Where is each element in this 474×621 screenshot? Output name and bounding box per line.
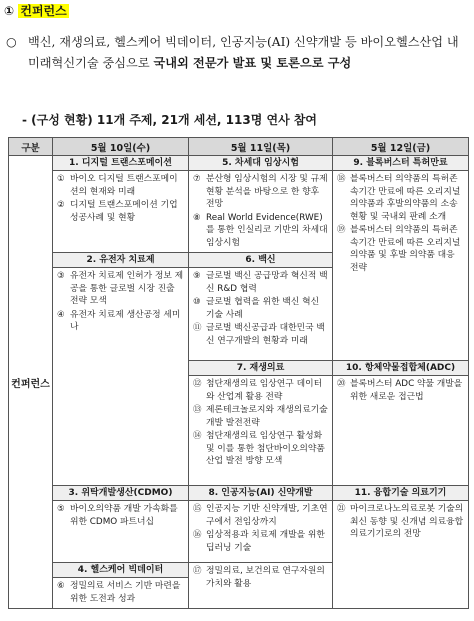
- row-a: [9, 156, 469, 253]
- session-item: [193, 270, 329, 295]
- session-list: [189, 268, 332, 350]
- intro-bullet: [6, 32, 470, 74]
- topic-cell: [333, 361, 469, 486]
- topic-cell: [53, 253, 189, 486]
- row-d: [9, 486, 469, 563]
- session-number: ①: [57, 174, 65, 184]
- session-text: 유전자 치료제 생산공정 세미나: [70, 309, 181, 332]
- session-item: [193, 296, 329, 321]
- section-title: 컨퍼런스: [20, 4, 67, 18]
- session-text: 첨단재생의료 임상연구 활성화 및 이를 통한 첨단바이오의약품 산업 발전 방향 모색: [206, 431, 325, 466]
- bullet-mark: ○: [6, 35, 17, 49]
- session-list: [189, 171, 332, 252]
- composition-prefix: - (구성 현황): [22, 113, 93, 127]
- topic-cell: [53, 563, 189, 609]
- session-item: [193, 173, 329, 211]
- header-day1: 5월 10일(수): [53, 138, 189, 156]
- session-text: 유전자 치료제 인허가 정보 제공을 통한 글로벌 시장 진출 전략 모색: [70, 271, 184, 306]
- session-list: [189, 563, 332, 593]
- topic-title: 6. 백신: [189, 253, 332, 268]
- session-text: 정밀의료 서비스 기반 마련을 위한 도전과 성과: [70, 581, 181, 604]
- topic-title: 1. 디지털 트랜스포메이션: [53, 156, 188, 171]
- topic-cell: [53, 156, 189, 253]
- session-number: ⑰: [193, 566, 202, 576]
- topic-title: 3. 위탁개발생산(CDMO): [53, 486, 188, 501]
- session-item: [337, 173, 465, 223]
- topic-cell: [189, 486, 333, 563]
- topic-cell: [189, 563, 333, 609]
- topic-cell: [333, 156, 469, 361]
- intro-bold: 국내외 전문가 발표 및 토론으로 구성: [153, 56, 352, 70]
- session-text: 분산형 임상시험의 시장 및 규제 현황 분석을 바탕으로 한 향후 전망: [206, 174, 328, 209]
- session-number: ⑨: [193, 271, 201, 281]
- session-number: ⑧: [193, 212, 201, 223]
- session-text: 블록버스터 의약품의 특허존속기간 만료에 따른 오리지널 의약품 및 후발 의약품 대응 전략: [350, 225, 461, 273]
- session-text: 블록버스터 의약품의 특허존속기간 만료에 따른 오리지널 의약품과 후발의약품의 소송 현황 및 국내외 판례 소개: [350, 174, 461, 222]
- session-number: ⑭: [193, 431, 202, 441]
- session-number: ⑫: [193, 379, 202, 389]
- session-number: ⑮: [193, 504, 202, 514]
- topic-title: 5. 차세대 임상시험: [189, 156, 332, 171]
- session-list: [333, 501, 468, 544]
- topic-title: 8. 인공지능(AI) 신약개발: [189, 486, 332, 501]
- session-text: 글로벌 백신공급과 대한민국 백신 연구개발의 현황과 미래: [206, 323, 325, 346]
- session-text: 인공지능 기반 신약개발, 기초연구에서 전임상까지: [206, 504, 328, 527]
- session-item: [57, 580, 185, 605]
- intro-plain: 백신, 재생의료, 헬스케어 빅데이터, 인공지능(AI) 신약개발 등 바이오헬스산업 내 미래혁신기술 중심으로: [28, 35, 459, 70]
- session-number: ②: [57, 200, 65, 210]
- session-text: Real World Evidence(RWE)를 통한 인실리코 기반의 차세대 임상시험: [206, 212, 328, 248]
- session-text: 글로벌 백신 공급망과 혁신적 백신 R&D 협력: [206, 271, 328, 294]
- topic-cell: [333, 486, 469, 609]
- session-text: 바이오 디지털 트랜스포메이션의 현재와 미래: [70, 174, 178, 197]
- session-text: 제론테크놀로지와 재생의료기술개발 발전전략: [206, 405, 328, 428]
- intro-text: [28, 32, 470, 74]
- session-text: 바이오의약품 개발 가속화를 위한 CDMO 파트너십: [70, 504, 178, 527]
- session-item: [193, 430, 329, 468]
- session-text: 임상적용과 치료제 개발을 위한 딥러닝 기술: [206, 530, 325, 553]
- composition-line: [22, 111, 317, 128]
- session-list: [333, 376, 468, 406]
- session-item: [193, 212, 329, 250]
- session-text: 디지털 트랜스포메이션 기업 성공사례 및 현황: [70, 200, 178, 223]
- topic-title: 7. 재생의료: [189, 361, 332, 376]
- session-item: [337, 503, 465, 541]
- session-list: [53, 171, 188, 227]
- topic-cell: [53, 486, 189, 563]
- session-item: [57, 503, 185, 528]
- session-list: [189, 501, 332, 557]
- session-number: ⑳: [337, 379, 346, 389]
- session-list: [53, 268, 188, 337]
- session-item: [337, 224, 465, 274]
- session-list: [189, 376, 332, 471]
- session-number: ⑦: [193, 174, 201, 184]
- session-item: [337, 378, 465, 403]
- session-number: ④: [57, 309, 65, 320]
- session-number: ㉑: [337, 504, 346, 514]
- session-number: ⑲: [337, 225, 346, 235]
- session-number: ⑪: [193, 323, 202, 333]
- session-list: [53, 501, 188, 531]
- category-cell: 컨퍼런스: [9, 156, 53, 609]
- session-text: 정밀의료, 보건의료 연구자원의 가치와 활용: [206, 566, 325, 589]
- section-number: ①: [4, 4, 15, 18]
- session-text: 글로벌 협력을 위한 백신 혁신 기술 사례: [206, 297, 320, 320]
- composition-rest: 11개 주제, 21개 세션, 113명 연사 참여: [96, 113, 318, 127]
- topic-cell: [189, 361, 333, 486]
- session-number: ⑩: [193, 297, 201, 307]
- topic-title: 10. 항체약물접합체(ADC): [333, 361, 468, 376]
- session-item: [57, 270, 185, 308]
- session-number: ③: [57, 271, 65, 281]
- topic-cell: [189, 156, 333, 253]
- session-item: [57, 173, 185, 198]
- session-item: [193, 565, 329, 590]
- session-text: 마이크로나노의료로봇 기술의 최신 동향 및 신개념 의료융합 의료기기로의 전망: [350, 504, 464, 539]
- header-day3: 5월 12일(금): [333, 138, 469, 156]
- session-number: ⑱: [337, 174, 346, 184]
- topic-title: 9. 블록버스터 특허만료: [333, 156, 468, 171]
- session-number: ⑤: [57, 504, 65, 514]
- topic-title: 4. 헬스케어 빅데이터: [53, 563, 188, 578]
- session-item: [193, 529, 329, 554]
- session-list: [53, 578, 188, 608]
- session-item: [193, 322, 329, 347]
- session-item: [193, 378, 329, 403]
- session-item: [57, 309, 185, 334]
- header-day2: 5월 11일(목): [189, 138, 333, 156]
- session-text: 첨단재생의료 임상연구 데이터와 산업계 활용 전략: [206, 379, 323, 402]
- session-number: ⑬: [193, 405, 202, 415]
- conference-table: [8, 137, 469, 609]
- topic-title: 11. 융합기술 의료기기: [333, 486, 468, 501]
- section-heading: [4, 2, 69, 19]
- session-number: ⑥: [57, 581, 65, 591]
- session-text: 블록버스터 ADC 약물 개발을 위한 새로운 접근법: [350, 379, 463, 402]
- session-item: [193, 404, 329, 429]
- topic-cell: [189, 253, 333, 361]
- session-list: [333, 171, 468, 277]
- session-item: [57, 199, 185, 224]
- session-item: [193, 503, 329, 528]
- header-category: 구분: [9, 138, 53, 156]
- session-number: ⑯: [193, 530, 202, 540]
- header-row: [9, 138, 469, 156]
- topic-title: 2. 유전자 치료제: [53, 253, 188, 268]
